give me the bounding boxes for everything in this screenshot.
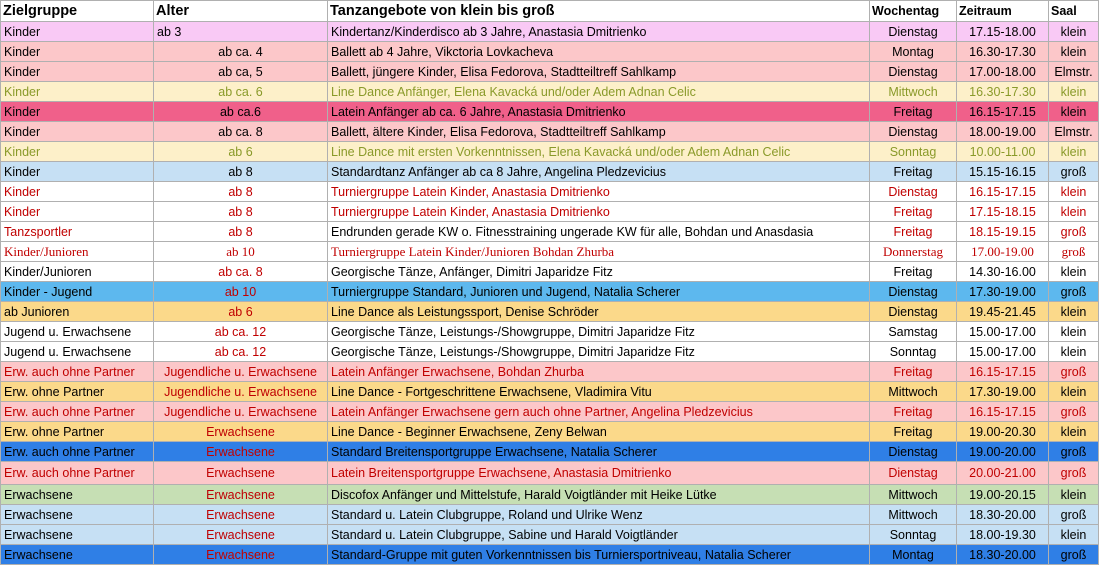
cell-angebot: Turniergruppe Latein Kinder, Anastasia Dmitrienko <box>328 202 870 222</box>
cell-angebot: Turniergruppe Latein Kinder/Junioren Bohdan Zhurba <box>328 242 870 262</box>
table-row <box>1 22 1099 42</box>
cell-zielgruppe: Erw. auch ohne Partner <box>1 362 154 382</box>
cell-wochentag: Dienstag <box>870 62 957 82</box>
cell-angebot: Latein Breitensportgruppe Erwachsene, Anastasia Dmitrienko <box>328 462 870 485</box>
cell-angebot: Standard Breitensportgruppe Erwachsene, Natalia Scherer <box>328 442 870 462</box>
cell-zeitraum: 10.00-11.00 <box>957 142 1049 162</box>
table-row <box>1 282 1099 302</box>
table-body <box>1 22 1099 565</box>
cell-angebot: Line Dance mit ersten Vorkenntnissen, Elena Kavacká und/oder Adem Adnan Celic <box>328 142 870 162</box>
cell-saal: klein <box>1049 422 1099 442</box>
cell-angebot: Standardtanz Anfänger ab ca 8 Jahre, Angelina Pledzevicius <box>328 162 870 182</box>
cell-alter: Erwachsene <box>154 525 328 545</box>
cell-alter: ab 8 <box>154 162 328 182</box>
table-row <box>1 262 1099 282</box>
cell-wochentag: Freitag <box>870 162 957 182</box>
cell-zielgruppe: Kinder <box>1 62 154 82</box>
cell-saal: groß <box>1049 242 1099 262</box>
cell-angebot: Line Dance als Leistungssport, Denise Schröder <box>328 302 870 322</box>
header-alter: Alter <box>154 1 328 22</box>
cell-saal: groß <box>1049 162 1099 182</box>
cell-saal: klein <box>1049 22 1099 42</box>
cell-zeitraum: 18.30-20.00 <box>957 545 1049 565</box>
cell-wochentag: Freitag <box>870 202 957 222</box>
cell-wochentag: Freitag <box>870 222 957 242</box>
table-row <box>1 122 1099 142</box>
cell-saal: groß <box>1049 505 1099 525</box>
table-row <box>1 242 1099 262</box>
cell-zielgruppe: Erw. auch ohne Partner <box>1 442 154 462</box>
cell-wochentag: Dienstag <box>870 462 957 485</box>
cell-zeitraum: 16.15-17.15 <box>957 182 1049 202</box>
cell-wochentag: Dienstag <box>870 182 957 202</box>
cell-zielgruppe: ab Junioren <box>1 302 154 322</box>
cell-saal: klein <box>1049 342 1099 362</box>
cell-alter: ab 10 <box>154 242 328 262</box>
table-row <box>1 342 1099 362</box>
table-row <box>1 222 1099 242</box>
cell-alter: ab ca, 5 <box>154 62 328 82</box>
cell-saal: groß <box>1049 402 1099 422</box>
cell-zielgruppe: Erw. ohne Partner <box>1 422 154 442</box>
cell-alter: Erwachsene <box>154 485 328 505</box>
cell-wochentag: Montag <box>870 545 957 565</box>
cell-saal: klein <box>1049 322 1099 342</box>
cell-wochentag: Mittwoch <box>870 505 957 525</box>
cell-zielgruppe: Kinder <box>1 82 154 102</box>
cell-angebot: Latein Anfänger Erwachsene gern auch ohne Partner, Angelina Pledzevicius <box>328 402 870 422</box>
cell-angebot: Line Dance Anfänger, Elena Kavacká und/oder Adem Adnan Celic <box>328 82 870 102</box>
cell-zeitraum: 18.00-19.30 <box>957 525 1049 545</box>
cell-zeitraum: 17.00-18.00 <box>957 62 1049 82</box>
cell-angebot: Endrunden gerade KW o. Fitnesstraining ungerade KW für alle, Bohdan und Anasdasia <box>328 222 870 242</box>
header-saal: Saal <box>1049 1 1099 22</box>
cell-alter: ab ca. 4 <box>154 42 328 62</box>
table-row <box>1 62 1099 82</box>
header-row <box>1 1 1099 22</box>
cell-alter: Erwachsene <box>154 462 328 485</box>
cell-angebot: Georgische Tänze, Leistungs-/Showgruppe, Dimitri Japaridze Fitz <box>328 322 870 342</box>
cell-angebot: Line Dance - Fortgeschrittene Erwachsene, Vladimira Vitu <box>328 382 870 402</box>
cell-wochentag: Dienstag <box>870 122 957 142</box>
header-zielgruppe: Zielgruppe <box>1 1 154 22</box>
cell-alter: Erwachsene <box>154 505 328 525</box>
cell-saal: klein <box>1049 82 1099 102</box>
cell-zielgruppe: Kinder/Junioren <box>1 262 154 282</box>
table-row <box>1 462 1099 485</box>
cell-alter: ab ca. 6 <box>154 82 328 102</box>
cell-alter: Erwachsene <box>154 545 328 565</box>
cell-alter: ab 6 <box>154 142 328 162</box>
cell-saal: groß <box>1049 545 1099 565</box>
cell-zeitraum: 19.00-20.30 <box>957 422 1049 442</box>
cell-alter: ab 8 <box>154 222 328 242</box>
cell-zielgruppe: Kinder <box>1 162 154 182</box>
cell-saal: groß <box>1049 222 1099 242</box>
table-row <box>1 102 1099 122</box>
cell-zeitraum: 17.30-19.00 <box>957 382 1049 402</box>
cell-angebot: Kindertanz/Kinderdisco ab 3 Jahre, Anastasia Dmitrienko <box>328 22 870 42</box>
table-row <box>1 162 1099 182</box>
cell-zielgruppe: Erw. auch ohne Partner <box>1 462 154 485</box>
cell-angebot: Latein Anfänger ab ca. 6 Jahre, Anastasia Dmitrienko <box>328 102 870 122</box>
cell-zielgruppe: Erwachsene <box>1 505 154 525</box>
cell-zielgruppe: Erwachsene <box>1 485 154 505</box>
cell-zielgruppe: Kinder <box>1 122 154 142</box>
table-row <box>1 422 1099 442</box>
table-row <box>1 525 1099 545</box>
header-wochentag: Wochentag <box>870 1 957 22</box>
cell-angebot: Standard-Gruppe mit guten Vorkenntnissen bis Turniersportniveau, Natalia Scherer <box>328 545 870 565</box>
cell-angebot: Ballett, ältere Kinder, Elisa Fedorova, Stadtteiltreff Sahlkamp <box>328 122 870 142</box>
cell-alter: ab ca. 8 <box>154 122 328 142</box>
cell-saal: groß <box>1049 442 1099 462</box>
cell-saal: klein <box>1049 142 1099 162</box>
cell-alter: Jugendliche u. Erwachsene <box>154 362 328 382</box>
table-row <box>1 402 1099 422</box>
cell-angebot: Turniergruppe Latein Kinder, Anastasia Dmitrienko <box>328 182 870 202</box>
cell-zielgruppe: Kinder <box>1 182 154 202</box>
cell-angebot: Turniergruppe Standard, Junioren und Jugend, Natalia Scherer <box>328 282 870 302</box>
cell-saal: klein <box>1049 262 1099 282</box>
cell-alter: ab 8 <box>154 202 328 222</box>
cell-saal: Elmstr. <box>1049 122 1099 142</box>
cell-wochentag: Donnerstag <box>870 242 957 262</box>
table-row <box>1 505 1099 525</box>
cell-zeitraum: 16.15-17.15 <box>957 362 1049 382</box>
cell-zielgruppe: Kinder <box>1 142 154 162</box>
cell-zielgruppe: Kinder/Junioren <box>1 242 154 262</box>
cell-alter: Jugendliche u. Erwachsene <box>154 402 328 422</box>
cell-saal: klein <box>1049 102 1099 122</box>
cell-zielgruppe: Kinder <box>1 22 154 42</box>
cell-saal: groß <box>1049 362 1099 382</box>
cell-saal: klein <box>1049 202 1099 222</box>
cell-saal: groß <box>1049 282 1099 302</box>
cell-alter: ab ca.6 <box>154 102 328 122</box>
cell-alter: ab 10 <box>154 282 328 302</box>
cell-zielgruppe: Erwachsene <box>1 525 154 545</box>
cell-wochentag: Sonntag <box>870 525 957 545</box>
header-tanzangebote: Tanzangebote von klein bis groß <box>328 1 870 22</box>
cell-zeitraum: 18.00-19.00 <box>957 122 1049 142</box>
cell-wochentag: Freitag <box>870 402 957 422</box>
cell-saal: klein <box>1049 382 1099 402</box>
table-row <box>1 382 1099 402</box>
cell-zeitraum: 19.00-20.00 <box>957 442 1049 462</box>
cell-alter: ab ca. 12 <box>154 322 328 342</box>
cell-wochentag: Freitag <box>870 422 957 442</box>
cell-angebot: Georgische Tänze, Leistungs-/Showgruppe, Dimitri Japaridze Fitz <box>328 342 870 362</box>
cell-wochentag: Sonntag <box>870 342 957 362</box>
table-row <box>1 202 1099 222</box>
cell-wochentag: Freitag <box>870 362 957 382</box>
cell-alter: ab ca. 12 <box>154 342 328 362</box>
cell-zielgruppe: Jugend u. Erwachsene <box>1 322 154 342</box>
cell-zeitraum: 17.15-18.15 <box>957 202 1049 222</box>
cell-angebot: Georgische Tänze, Anfänger, Dimitri Japaridze Fitz <box>328 262 870 282</box>
cell-wochentag: Sonntag <box>870 142 957 162</box>
cell-angebot: Ballett, jüngere Kinder, Elisa Fedorova, Stadtteiltreff Sahlkamp <box>328 62 870 82</box>
table-row <box>1 322 1099 342</box>
cell-zeitraum: 17.15-18.00 <box>957 22 1049 42</box>
cell-wochentag: Dienstag <box>870 282 957 302</box>
cell-zeitraum: 16.30-17.30 <box>957 42 1049 62</box>
cell-alter: ab 3 <box>154 22 328 42</box>
cell-saal: klein <box>1049 302 1099 322</box>
cell-wochentag: Mittwoch <box>870 485 957 505</box>
cell-wochentag: Freitag <box>870 262 957 282</box>
cell-wochentag: Dienstag <box>870 22 957 42</box>
cell-saal: Elmstr. <box>1049 62 1099 82</box>
cell-zeitraum: 14.30-16.00 <box>957 262 1049 282</box>
cell-zeitraum: 17.30-19.00 <box>957 282 1049 302</box>
cell-alter: ab 6 <box>154 302 328 322</box>
cell-angebot: Standard u. Latein Clubgruppe, Roland und Ulrike Wenz <box>328 505 870 525</box>
cell-zeitraum: 20.00-21.00 <box>957 462 1049 485</box>
cell-angebot: Standard u. Latein Clubgruppe, Sabine und Harald Voigtländer <box>328 525 870 545</box>
table-row <box>1 302 1099 322</box>
cell-wochentag: Dienstag <box>870 302 957 322</box>
header-zeitraum: Zeitraum <box>957 1 1049 22</box>
cell-alter: ab 8 <box>154 182 328 202</box>
cell-wochentag: Dienstag <box>870 442 957 462</box>
table-row <box>1 485 1099 505</box>
cell-alter: Erwachsene <box>154 422 328 442</box>
table-row <box>1 442 1099 462</box>
cell-zeitraum: 16.15-17.15 <box>957 402 1049 422</box>
cell-wochentag: Mittwoch <box>870 82 957 102</box>
cell-zeitraum: 18.15-19.15 <box>957 222 1049 242</box>
cell-zielgruppe: Kinder <box>1 102 154 122</box>
cell-wochentag: Mittwoch <box>870 382 957 402</box>
cell-zielgruppe: Erw. ohne Partner <box>1 382 154 402</box>
cell-zeitraum: 15.00-17.00 <box>957 322 1049 342</box>
cell-zeitraum: 18.30-20.00 <box>957 505 1049 525</box>
cell-zeitraum: 19.00-20.15 <box>957 485 1049 505</box>
cell-wochentag: Freitag <box>870 102 957 122</box>
cell-zeitraum: 15.15-16.15 <box>957 162 1049 182</box>
cell-alter: ab ca. 8 <box>154 262 328 282</box>
table-row <box>1 82 1099 102</box>
cell-angebot: Discofox Anfänger und Mittelstufe, Harald Voigtländer mit Heike Lütke <box>328 485 870 505</box>
cell-angebot: Line Dance - Beginner Erwachsene, Zeny Belwan <box>328 422 870 442</box>
cell-zeitraum: 16.30-17.30 <box>957 82 1049 102</box>
table-row <box>1 182 1099 202</box>
cell-saal: groß <box>1049 462 1099 485</box>
cell-zielgruppe: Tanzsportler <box>1 222 154 242</box>
cell-alter: Jugendliche u. Erwachsene <box>154 382 328 402</box>
cell-angebot: Latein Anfänger Erwachsene, Bohdan Zhurba <box>328 362 870 382</box>
cell-wochentag: Montag <box>870 42 957 62</box>
cell-saal: klein <box>1049 42 1099 62</box>
cell-zielgruppe: Jugend u. Erwachsene <box>1 342 154 362</box>
table-row <box>1 545 1099 565</box>
cell-zielgruppe: Kinder <box>1 202 154 222</box>
cell-zeitraum: 17.00-19.00 <box>957 242 1049 262</box>
cell-zeitraum: 16.15-17.15 <box>957 102 1049 122</box>
cell-saal: klein <box>1049 485 1099 505</box>
cell-wochentag: Samstag <box>870 322 957 342</box>
cell-saal: klein <box>1049 525 1099 545</box>
table-row <box>1 42 1099 62</box>
cell-alter: Erwachsene <box>154 442 328 462</box>
cell-zeitraum: 19.45-21.45 <box>957 302 1049 322</box>
cell-zielgruppe: Kinder <box>1 42 154 62</box>
table-row <box>1 362 1099 382</box>
table-row <box>1 142 1099 162</box>
cell-zeitraum: 15.00-17.00 <box>957 342 1049 362</box>
cell-saal: klein <box>1049 182 1099 202</box>
cell-zielgruppe: Erwachsene <box>1 545 154 565</box>
cell-zielgruppe: Erw. auch ohne Partner <box>1 402 154 422</box>
cell-zielgruppe: Kinder - Jugend <box>1 282 154 302</box>
cell-angebot: Ballett ab 4 Jahre, Vikctoria Lovkacheva <box>328 42 870 62</box>
